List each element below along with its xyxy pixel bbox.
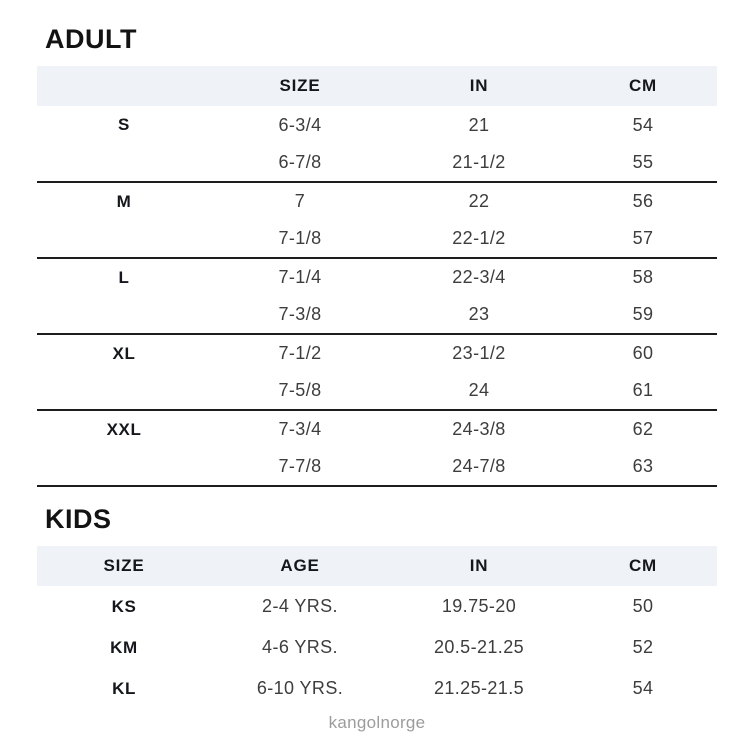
in-cell: 23 <box>389 296 569 334</box>
size-group-label-blank <box>37 372 211 410</box>
adult-column-header-in: IN <box>389 66 569 106</box>
kids-column-header-age: AGE <box>211 546 389 586</box>
cm-cell: 54 <box>632 678 654 699</box>
table-row <box>37 334 717 372</box>
kids-column-header-in: IN <box>389 546 569 586</box>
adult-size-table <box>37 66 717 487</box>
adult-column-header-cm: CM <box>569 66 717 106</box>
in-cell: 22 <box>468 191 490 212</box>
age-cell: 6-10 YRS. <box>256 678 344 699</box>
adult-column-header-blank <box>37 66 211 106</box>
size-cell: 6-3/4 <box>278 114 322 135</box>
size-group-label-blank <box>37 144 211 182</box>
cm-cell: 61 <box>569 372 717 410</box>
in-cell: 24-3/8 <box>452 419 506 440</box>
size-cell: 7-3/8 <box>211 296 389 334</box>
in-cell: 24 <box>389 372 569 410</box>
brand-watermark: kangolnorge <box>328 713 426 733</box>
size-group-label-blank <box>37 448 211 486</box>
size-cell: 7-1/2 <box>278 343 322 364</box>
size-cell: 7-1/8 <box>211 220 389 258</box>
cm-cell: 54 <box>632 114 654 135</box>
kids-size-label-kl: KL <box>112 678 136 698</box>
in-cell: 24-7/8 <box>389 448 569 486</box>
cm-cell: 63 <box>569 448 717 486</box>
kids-column-header-cm: CM <box>569 546 717 586</box>
size-cell: 7-5/8 <box>211 372 389 410</box>
kids-column-header-size: SIZE <box>37 546 211 586</box>
size-group-label-blank <box>37 296 211 334</box>
size-group-label-xl: XL <box>112 343 136 363</box>
kids-size-label-km: KM <box>110 637 138 657</box>
table-row <box>37 586 717 627</box>
size-group-label-l: L <box>118 267 130 287</box>
in-cell: 19.75-20 <box>441 596 517 617</box>
in-cell: 23-1/2 <box>452 343 506 364</box>
size-cell: 6-7/8 <box>211 144 389 182</box>
size-group-label-xxl: XXL <box>106 419 142 439</box>
adult-column-header-size: SIZE <box>211 66 389 106</box>
size-group-label-blank <box>37 220 211 258</box>
table-row <box>37 182 717 220</box>
cm-cell: 59 <box>569 296 717 334</box>
table-row <box>37 296 717 334</box>
age-cell: 4-6 YRS. <box>262 637 338 658</box>
cm-cell: 55 <box>569 144 717 182</box>
in-cell: 21 <box>468 114 490 135</box>
cm-cell: 60 <box>632 343 654 364</box>
table-row <box>37 106 717 144</box>
adult-section-heading: ADULT <box>45 24 137 54</box>
table-row <box>37 448 717 486</box>
cm-cell: 58 <box>632 267 654 288</box>
age-cell: 2-4 YRS. <box>262 596 338 617</box>
kids-header-row <box>37 546 717 586</box>
table-row <box>37 627 717 668</box>
size-group-label-m: M <box>116 191 132 211</box>
in-cell: 21.25-21.5 <box>433 678 525 699</box>
in-cell: 20.5-21.25 <box>433 637 525 658</box>
size-cell: 7-1/4 <box>278 267 322 288</box>
cm-cell: 56 <box>632 191 654 212</box>
in-cell: 22-1/2 <box>389 220 569 258</box>
size-cell: 7 <box>294 191 306 212</box>
kids-size-table <box>37 546 717 709</box>
size-cell: 7-3/4 <box>278 419 322 440</box>
size-group-label-s: S <box>118 115 130 135</box>
in-cell: 21-1/2 <box>389 144 569 182</box>
cm-cell: 62 <box>632 419 654 440</box>
table-row <box>37 144 717 182</box>
cm-cell: 50 <box>632 596 654 617</box>
in-cell: 22-3/4 <box>452 267 506 288</box>
table-row <box>37 372 717 410</box>
table-row <box>37 668 717 709</box>
table-row <box>37 410 717 448</box>
kids-section-heading: KIDS <box>45 504 112 535</box>
adult-header-row <box>37 66 717 106</box>
table-row <box>37 258 717 296</box>
cm-cell: 52 <box>632 637 654 658</box>
table-row <box>37 220 717 258</box>
size-cell: 7-7/8 <box>211 448 389 486</box>
kids-size-label-ks: KS <box>111 596 137 616</box>
cm-cell: 57 <box>569 220 717 258</box>
